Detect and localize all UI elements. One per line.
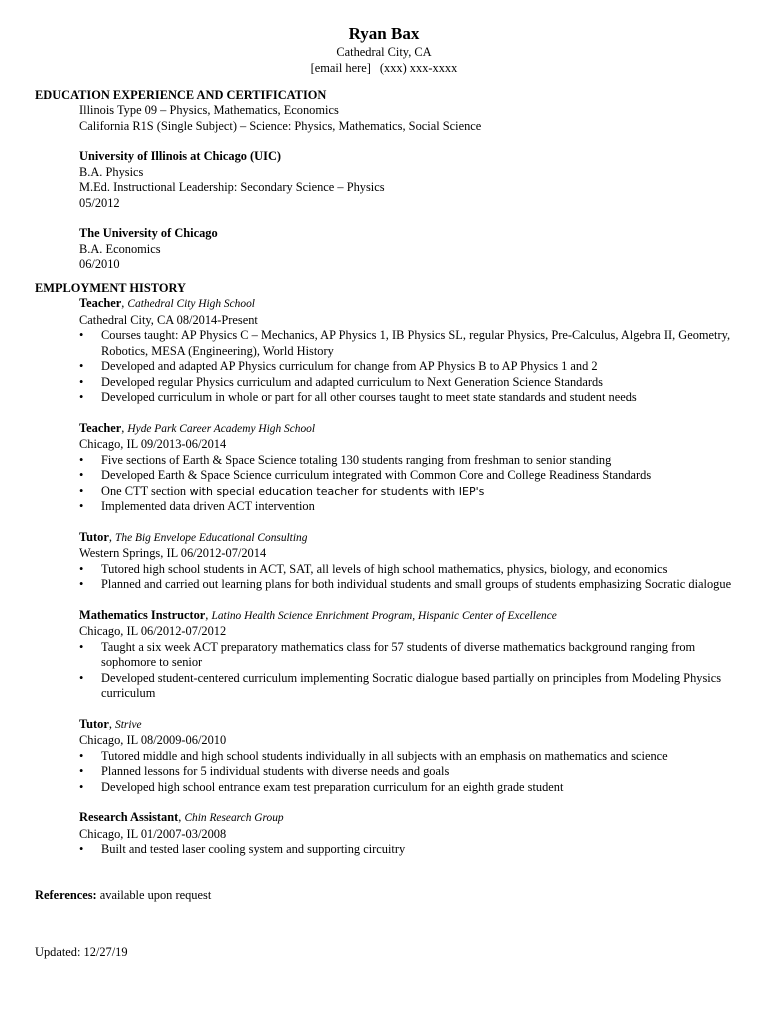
certification-item: Illinois Type 09 – Physics, Mathematics, Economics bbox=[79, 103, 339, 117]
job-location-dates: Chicago, IL 09/2013-06/2014 bbox=[79, 437, 227, 451]
job-bullet: • Developed student-centered curriculum implementing Socratic dialogue based partially on principles from Modeling Physics curriculum bbox=[79, 671, 735, 702]
job-role: Tutor bbox=[79, 529, 109, 544]
job-bullet: • Implemented data driven ACT intervention bbox=[79, 499, 735, 515]
job-bullets bbox=[79, 328, 735, 406]
contact-phone: (xxx) xxx-xxxx bbox=[379, 61, 458, 75]
job-bullet: • Planned and carried out learning plans for both individual students and small groups of students emphasizing Socratic dialogue bbox=[79, 577, 735, 593]
contact-email: [email here] bbox=[310, 61, 371, 75]
job-organization: The Big Envelope Educational Consulting bbox=[115, 531, 308, 544]
references-label: References: bbox=[35, 888, 97, 902]
job-role: Teacher bbox=[79, 296, 122, 310]
job-location-dates: Chicago, IL 08/2009-06/2010 bbox=[79, 733, 227, 747]
job-bullet bbox=[79, 484, 735, 500]
certification-item: California R1S (Single Subject) – Science: Physics, Mathematics, Social Science bbox=[79, 118, 482, 133]
job-bullets bbox=[79, 453, 735, 515]
employment-heading: EMPLOYMENT HISTORY bbox=[35, 281, 186, 295]
references-text: available upon request bbox=[96, 888, 212, 902]
school-detail: 05/2012 bbox=[79, 195, 120, 210]
job-bullet: • Developed high school entrance exam test preparation curriculum for an eighth grade student bbox=[79, 780, 735, 796]
job-bullets bbox=[79, 842, 735, 858]
job-role: Teacher bbox=[79, 420, 122, 435]
job-bullets bbox=[79, 749, 735, 796]
job-entry: Tutor, Strive Chicago, IL 08/2009-06/2010 • Tutored middle and high school students individually in all subjects with an emphasis on mathematics and science • Planned lessons for 5 individual students with diverse needs and goals • Developed high school entrance exam test preparation curriculum for an eighth grade student bbox=[79, 717, 735, 796]
job-bullet: • Developed regular Physics curriculum and adapted curriculum to Next Generation Science Standards bbox=[79, 375, 735, 391]
school-name: University of Illinois at Chicago (UIC) bbox=[79, 149, 282, 163]
job-bullet: • Tutored high school students in ACT, SAT, all levels of high school mathematics, physics, biology, and economics bbox=[79, 562, 735, 578]
candidate-name: Ryan Bax bbox=[348, 24, 420, 43]
school-detail: B.A. Physics bbox=[79, 164, 144, 179]
job-bullet: • Taught a six week ACT preparatory mathematics class for 57 students of diverse mathematics background ranging from sophomore to senior bbox=[79, 640, 735, 671]
job-bullet-text-continued: with special education teacher for students with IEP's bbox=[186, 484, 485, 498]
job-bullet: • Planned lessons for 5 individual students with diverse needs and goals bbox=[79, 764, 735, 780]
job-bullets bbox=[79, 640, 735, 702]
job-entry: Teacher, Cathedral City High School Cathedral City, CA 08/2014-Present • Courses taught: AP Physics C – Mechanics, AP Physics 1, IB Physics SL, regular Physics, Pre-Calculus, Algebra II, Geometry, Robotics, MESA (Engineering), World History • Developed and adapted AP Physics curriculum for change from AP Physics B to AP Physics 1 and 2 • Developed regular Physics curriculum and adapted curriculum to Next Generation Science Standards • Developed curriculum in whole or part for all other courses taught to meet state standards and student needs bbox=[79, 296, 735, 406]
candidate-location: Cathedral City, CA bbox=[336, 45, 432, 59]
resume-header bbox=[0, 24, 768, 76]
contact-line bbox=[0, 60, 768, 76]
job-organization: Latino Health Science Enrichment Program, Hispanic Center of Excellence bbox=[211, 609, 557, 622]
job-bullet-text: One CTT section bbox=[101, 483, 187, 498]
job-entry: Teacher, Hyde Park Career Academy High School Chicago, IL 09/2013-06/2014 • Five sections of Earth & Space Science totaling 130 students ranging from freshman to senior standing • Developed Earth & Space Science curriculum integrated with Common Core and College Readiness Standards • One CTT section with special education teacher for students with IEP's • Implemented data driven ACT intervention bbox=[79, 421, 735, 515]
job-organization: Hyde Park Career Academy High School bbox=[127, 422, 315, 435]
job-location-dates: Chicago, IL 06/2012-07/2012 bbox=[79, 624, 227, 638]
job-organization: Cathedral City High School bbox=[127, 298, 255, 310]
job-bullet: • Built and tested laser cooling system and supporting circuitry bbox=[79, 842, 735, 858]
references-line bbox=[35, 888, 211, 904]
job-bullet: • Tutored middle and high school students individually in all subjects with an emphasis on mathematics and science bbox=[79, 749, 735, 765]
job-role: Research Assistant bbox=[79, 810, 179, 824]
job-bullet: • Courses taught: AP Physics C – Mechanics, AP Physics 1, IB Physics SL, regular Physics, Pre-Calculus, Algebra II, Geometry, Robotics, MESA (Engineering), World History bbox=[79, 328, 735, 359]
school-detail: B.A. Economics bbox=[79, 241, 161, 256]
job-location-dates: Chicago, IL 01/2007-03/2008 bbox=[79, 826, 227, 841]
job-organization: Chin Research Group bbox=[184, 812, 284, 824]
job-bullet: • Developed Earth & Space Science curriculum integrated with Common Core and College Readiness Standards bbox=[79, 468, 735, 484]
job-bullet: • Developed curriculum in whole or part for all other courses taught to meet state standards and student needs bbox=[79, 390, 735, 406]
job-bullet: • Developed and adapted AP Physics curriculum for change from AP Physics B to AP Physics 1 and 2 bbox=[79, 359, 735, 375]
employment-section bbox=[35, 281, 735, 858]
job-entry: Tutor, The Big Envelope Educational Consulting Western Springs, IL 06/2012-07/2014 • Tutored high school students in ACT, SAT, all levels of high school mathematics, physics, biology, and economics • Planned and carried out learning plans for both individual students and small groups of students emphasizing Socratic dialogue bbox=[79, 530, 735, 593]
job-bullet: • Five sections of Earth & Space Science totaling 130 students ranging from freshman to senior standing bbox=[79, 453, 735, 469]
job-location-dates: Western Springs, IL 06/2012-07/2014 bbox=[79, 546, 267, 560]
school-detail: 06/2010 bbox=[79, 257, 120, 271]
job-location-dates: Cathedral City, CA 08/2014-Present bbox=[79, 312, 258, 327]
job-entry: Research Assistant, Chin Research Group Chicago, IL 01/2007-03/2008 • Built and tested laser cooling system and supporting circuitry bbox=[79, 810, 735, 858]
job-bullets bbox=[79, 562, 735, 593]
job-role: Mathematics Instructor bbox=[79, 607, 206, 622]
education-heading: EDUCATION EXPERIENCE AND CERTIFICATION bbox=[35, 88, 327, 102]
job-entry: Mathematics Instructor, Latino Health Science Enrichment Program, Hispanic Center of Excellence Chicago, IL 06/2012-07/2012 • Taught a six week ACT preparatory mathematics class for 57 students of diverse mathematics background ranging from sophomore to senior • Developed student-centered curriculum implementing Socratic dialogue based partially on principles from Modeling Physics curriculum bbox=[79, 608, 735, 702]
education-section bbox=[35, 88, 735, 273]
school-name: The University of Chicago bbox=[79, 226, 218, 240]
school-detail: M.Ed. Instructional Leadership: Secondary Science – Physics bbox=[79, 180, 385, 194]
updated-date: Updated: 12/27/19 bbox=[35, 945, 128, 959]
job-role: Tutor bbox=[79, 716, 109, 731]
job-organization: Strive bbox=[115, 718, 142, 731]
